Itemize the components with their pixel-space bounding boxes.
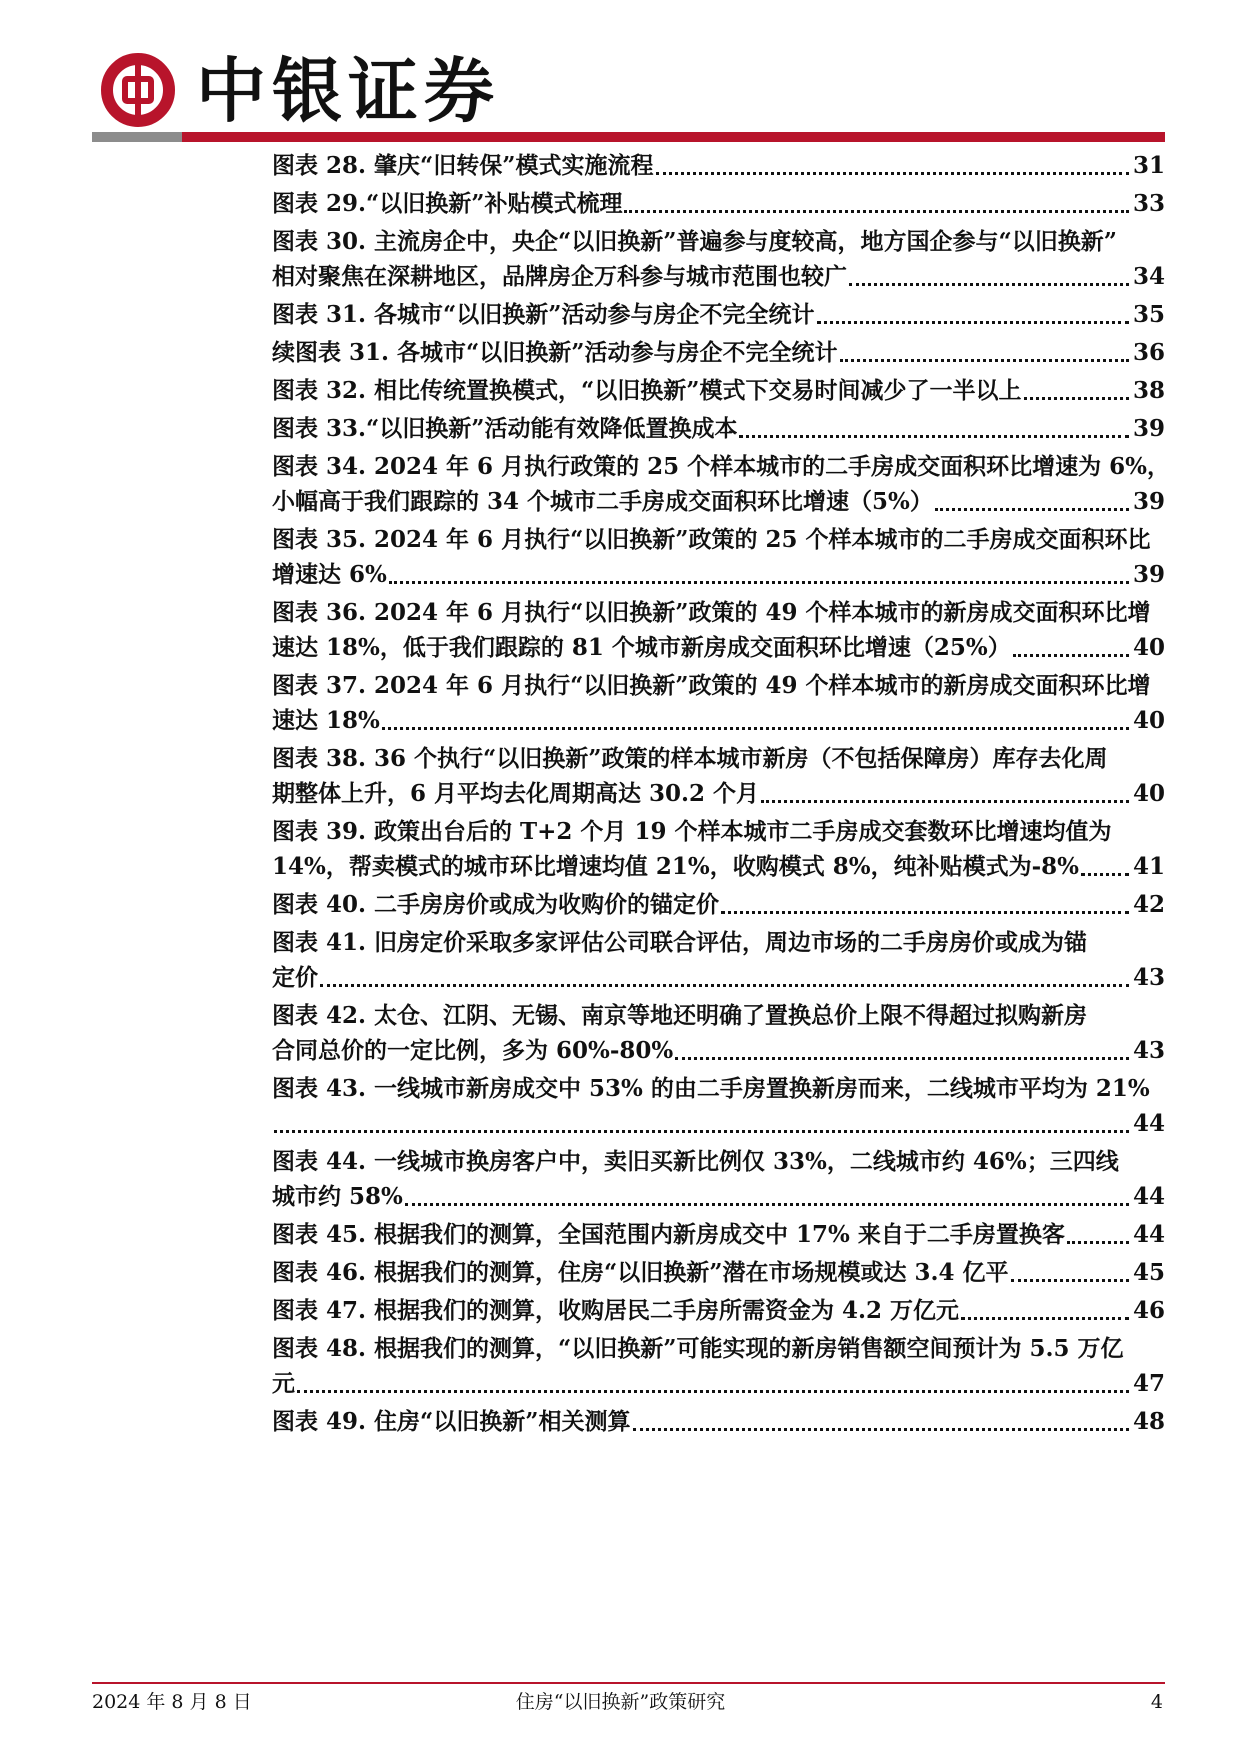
table-of-figures [272,148,1170,1442]
toc-entry-last-line [272,186,1165,221]
toc-entry-last-line [272,557,1165,592]
toc-entry-text: 续图表 31. 各城市“以旧换新”活动参与房企不完全统计 [272,339,838,366]
toc-page-number: 40 [1132,707,1165,734]
toc-entry-text: 图表 33.“以旧换新”活动能有效降低置换成本 [272,415,738,442]
toc-entry-text: 图表 46. 根据我们的测算，住房“以旧换新”潜在市场规模或达 3.4 亿平 [272,1259,1009,1286]
toc-entry-last-line [272,1217,1165,1252]
toc-entry-last-line [272,849,1165,884]
toc-entry-last-line [272,1179,1165,1214]
toc-page-number: 46 [1132,1297,1165,1324]
toc-entry-last-line [272,1255,1165,1290]
toc-entry[interactable] [272,887,1165,922]
toc-entry[interactable] [272,1217,1165,1252]
toc-page-number: 39 [1132,488,1165,515]
toc-entry-text: 合同总价的一定比例，多为 60%-80% [272,1037,674,1064]
toc-entry-line [272,668,1165,703]
toc-page-number: 44 [1132,1110,1165,1137]
toc-entry-last-line [272,411,1165,446]
toc-entry-last-line [272,297,1165,332]
dot-leader [1081,849,1129,876]
toc-entry[interactable] [272,522,1165,592]
toc-entry-line [272,224,1165,259]
toc-page-number: 43 [1132,1037,1165,1064]
toc-page-number: 45 [1132,1259,1165,1286]
dot-leader [1011,1255,1129,1282]
toc-entry-text: 图表 32. 相比传统置换模式，“以旧换新”模式下交易时间减少了一半以上 [272,377,1022,404]
toc-entry-text: 小幅高于我们跟踪的 34 个城市二手房成交面积环比增速（5%） [272,488,933,515]
toc-entry[interactable] [272,335,1165,370]
toc-page-number: 34 [1132,263,1165,290]
toc-entry[interactable] [272,224,1165,294]
footer-divider [92,1682,1165,1684]
dot-leader [817,297,1129,324]
dot-leader [297,1366,1129,1393]
header-gray-bar [92,132,182,142]
dot-leader [675,1033,1129,1060]
footer-date: 2024 年 8 月 8 日 [92,1691,252,1713]
toc-entry-text: 图表 35. 2024 年 6 月执行“以旧换新”政策的 25 个样本城市的二手房成交面积环比 [272,526,1151,553]
toc-entry-last-line [272,887,1165,922]
page-number: 4 [1150,1691,1163,1713]
toc-page-number: 41 [1132,853,1165,880]
toc-entry-last-line [272,1293,1165,1328]
dot-leader [961,1293,1129,1320]
toc-entry-text: 速达 18% [272,707,380,734]
dot-leader [1024,373,1129,400]
toc-entry-text: 图表 48. 根据我们的测算，“以旧换新”可能实现的新房销售额空间预计为 5.5 万亿 [272,1335,1124,1362]
dot-leader [382,703,1129,730]
toc-entry-line [272,814,1165,849]
toc-page-number: 38 [1132,377,1165,404]
toc-entry-text: 增速达 6% [272,561,387,588]
toc-entry-text: 图表 30. 主流房企中，央企“以旧换新”普遍参与度较高，地方国企参与“以旧换新” [272,228,1117,255]
toc-entry-text: 图表 49. 住房“以旧换新”相关测算 [272,1408,631,1435]
toc-entry-text: 图表 34. 2024 年 6 月执行政策的 25 个样本城市的二手房成交面积环比增速为 6%， [272,453,1170,480]
toc-entry-text: 图表 38. 36 个执行“以旧换新”政策的样本城市新房（不包括保障房）库存去化周 [272,745,1108,772]
toc-entry-line [272,1144,1165,1179]
toc-entry[interactable] [272,1404,1165,1439]
dot-leader [935,484,1129,511]
toc-entry-last-line [272,335,1165,370]
toc-entry[interactable] [272,297,1165,332]
dot-leader [320,960,1129,987]
toc-entry-line [272,998,1165,1033]
toc-entry-text: 期整体上升，6 月平均去化周期高达 30.2 个月 [272,780,760,807]
dot-leader [849,259,1129,286]
toc-entry-text: 图表 37. 2024 年 6 月执行“以旧换新”政策的 49 个样本城市的新房成交面积环比增 [272,672,1151,699]
header-red-bar [182,132,1165,142]
bank-of-china-logo-icon [100,52,176,128]
toc-entry[interactable] [272,814,1165,884]
toc-page-number: 44 [1132,1221,1165,1248]
toc-page-number: 42 [1132,891,1165,918]
toc-entry-text: 图表 43. 一线城市新房成交中 53% 的由二手房置换新房而来，二线城市平均为 21% [272,1075,1150,1102]
toc-entry[interactable] [272,668,1165,738]
toc-page-number: 47 [1132,1370,1165,1397]
toc-entry-text: 图表 39. 政策出台后的 T+2 个月 19 个样本城市二手房成交套数环比增速均值为 [272,818,1112,845]
toc-entry[interactable] [272,411,1165,446]
toc-entry[interactable] [272,1255,1165,1290]
toc-entry-line [272,595,1165,630]
toc-entry-text: 定价 [272,964,318,991]
dot-leader [624,186,1129,213]
toc-entry[interactable] [272,1293,1165,1328]
toc-entry-line [272,925,1165,960]
dot-leader [274,1106,1129,1133]
toc-page-number: 40 [1132,634,1165,661]
dot-leader [721,887,1129,914]
toc-entry-last-line [272,373,1165,408]
toc-entry[interactable] [272,595,1165,665]
toc-entry-text: 速达 18%，低于我们跟踪的 81 个城市新房成交面积环比增速（25%） [272,634,1011,661]
dot-leader [633,1404,1129,1431]
toc-entry-last-line [272,703,1165,738]
toc-entry-last-line [272,484,1165,519]
dot-leader [840,335,1129,362]
toc-entry-text: 图表 31. 各城市“以旧换新”活动参与房企不完全统计 [272,301,815,328]
toc-page-number: 35 [1132,301,1165,328]
toc-entry-text: 相对聚焦在深耕地区，品牌房企万科参与城市范围也较广 [272,263,847,290]
toc-page-number: 48 [1132,1408,1165,1435]
toc-entry[interactable] [272,373,1165,408]
toc-entry-last-line [272,960,1165,995]
toc-page-number: 40 [1132,780,1165,807]
toc-entry-last-line [272,1366,1165,1401]
dot-leader [761,776,1129,803]
dot-leader [405,1179,1129,1206]
toc-page-number: 39 [1132,561,1165,588]
toc-entry-text: 图表 47. 根据我们的测算，收购居民二手房所需资金为 4.2 万亿元 [272,1297,960,1324]
toc-entry[interactable] [272,449,1170,519]
toc-entry-text: 图表 42. 太仓、江阴、无锡、南京等地还明确了置换总价上限不得超过拟购新房 [272,1002,1088,1029]
dot-leader [739,411,1129,438]
toc-page-number: 31 [1132,152,1165,179]
toc-entry-last-line [272,1033,1165,1068]
toc-entry-text: 元 [272,1370,295,1397]
toc-entry[interactable] [272,1071,1165,1141]
toc-entry-line [272,741,1165,776]
toc-entry-line [272,1071,1165,1106]
toc-entry-text: 城市约 58% [272,1183,403,1210]
toc-entry-text: 图表 41. 旧房定价采取多家评估公司联合评估，周边市场的二手房房价或成为锚 [272,929,1088,956]
dot-leader [656,148,1129,175]
toc-entry-line [272,449,1170,484]
toc-page-number: 36 [1132,339,1165,366]
dot-leader [1013,630,1129,657]
toc-page-number: 39 [1132,415,1165,442]
toc-entry[interactable] [272,925,1165,995]
report-header [0,0,1241,150]
toc-page-number: 44 [1132,1183,1165,1210]
toc-entry-last-line [272,259,1165,294]
toc-entry-text: 图表 28. 肇庆“旧转保”模式实施流程 [272,152,654,179]
toc-entry[interactable] [272,1331,1165,1401]
dot-leader [389,557,1129,584]
toc-entry-text: 图表 36. 2024 年 6 月执行“以旧换新”政策的 49 个样本城市的新房成交面积环比增 [272,599,1151,626]
brand-name: 中银证券 [196,49,500,132]
toc-entry-last-line [272,148,1165,183]
toc-page-number: 33 [1132,190,1165,217]
toc-entry[interactable] [272,998,1165,1068]
toc-entry-last-line [272,1404,1165,1439]
toc-page-number: 43 [1132,964,1165,991]
toc-entry[interactable] [272,1144,1165,1214]
toc-entry-last-line [272,630,1165,665]
toc-entry-last-line [272,1106,1165,1141]
toc-entry-text: 图表 29.“以旧换新”补贴模式梳理 [272,190,623,217]
dot-leader [1067,1217,1129,1244]
toc-entry[interactable] [272,741,1165,811]
toc-entry-text: 14%，帮卖模式的城市环比增速均值 21%，收购模式 8%，纯补贴模式为-8% [272,853,1079,880]
toc-entry[interactable] [272,148,1165,183]
toc-entry-text: 图表 45. 根据我们的测算，全国范围内新房成交中 17% 来自于二手房置换客 [272,1221,1065,1248]
toc-entry-last-line [272,776,1165,811]
toc-entry[interactable] [272,186,1165,221]
toc-entry-line [272,1331,1165,1366]
footer-title: 住房“以旧换新”政策研究 [515,1691,726,1713]
toc-entry-text: 图表 44. 一线城市换房客户中，卖旧买新比例仅 33%，二线城市约 46%；三四线 [272,1148,1119,1175]
toc-entry-text: 图表 40. 二手房房价或成为收购价的锚定价 [272,891,720,918]
toc-entry-line [272,522,1165,557]
